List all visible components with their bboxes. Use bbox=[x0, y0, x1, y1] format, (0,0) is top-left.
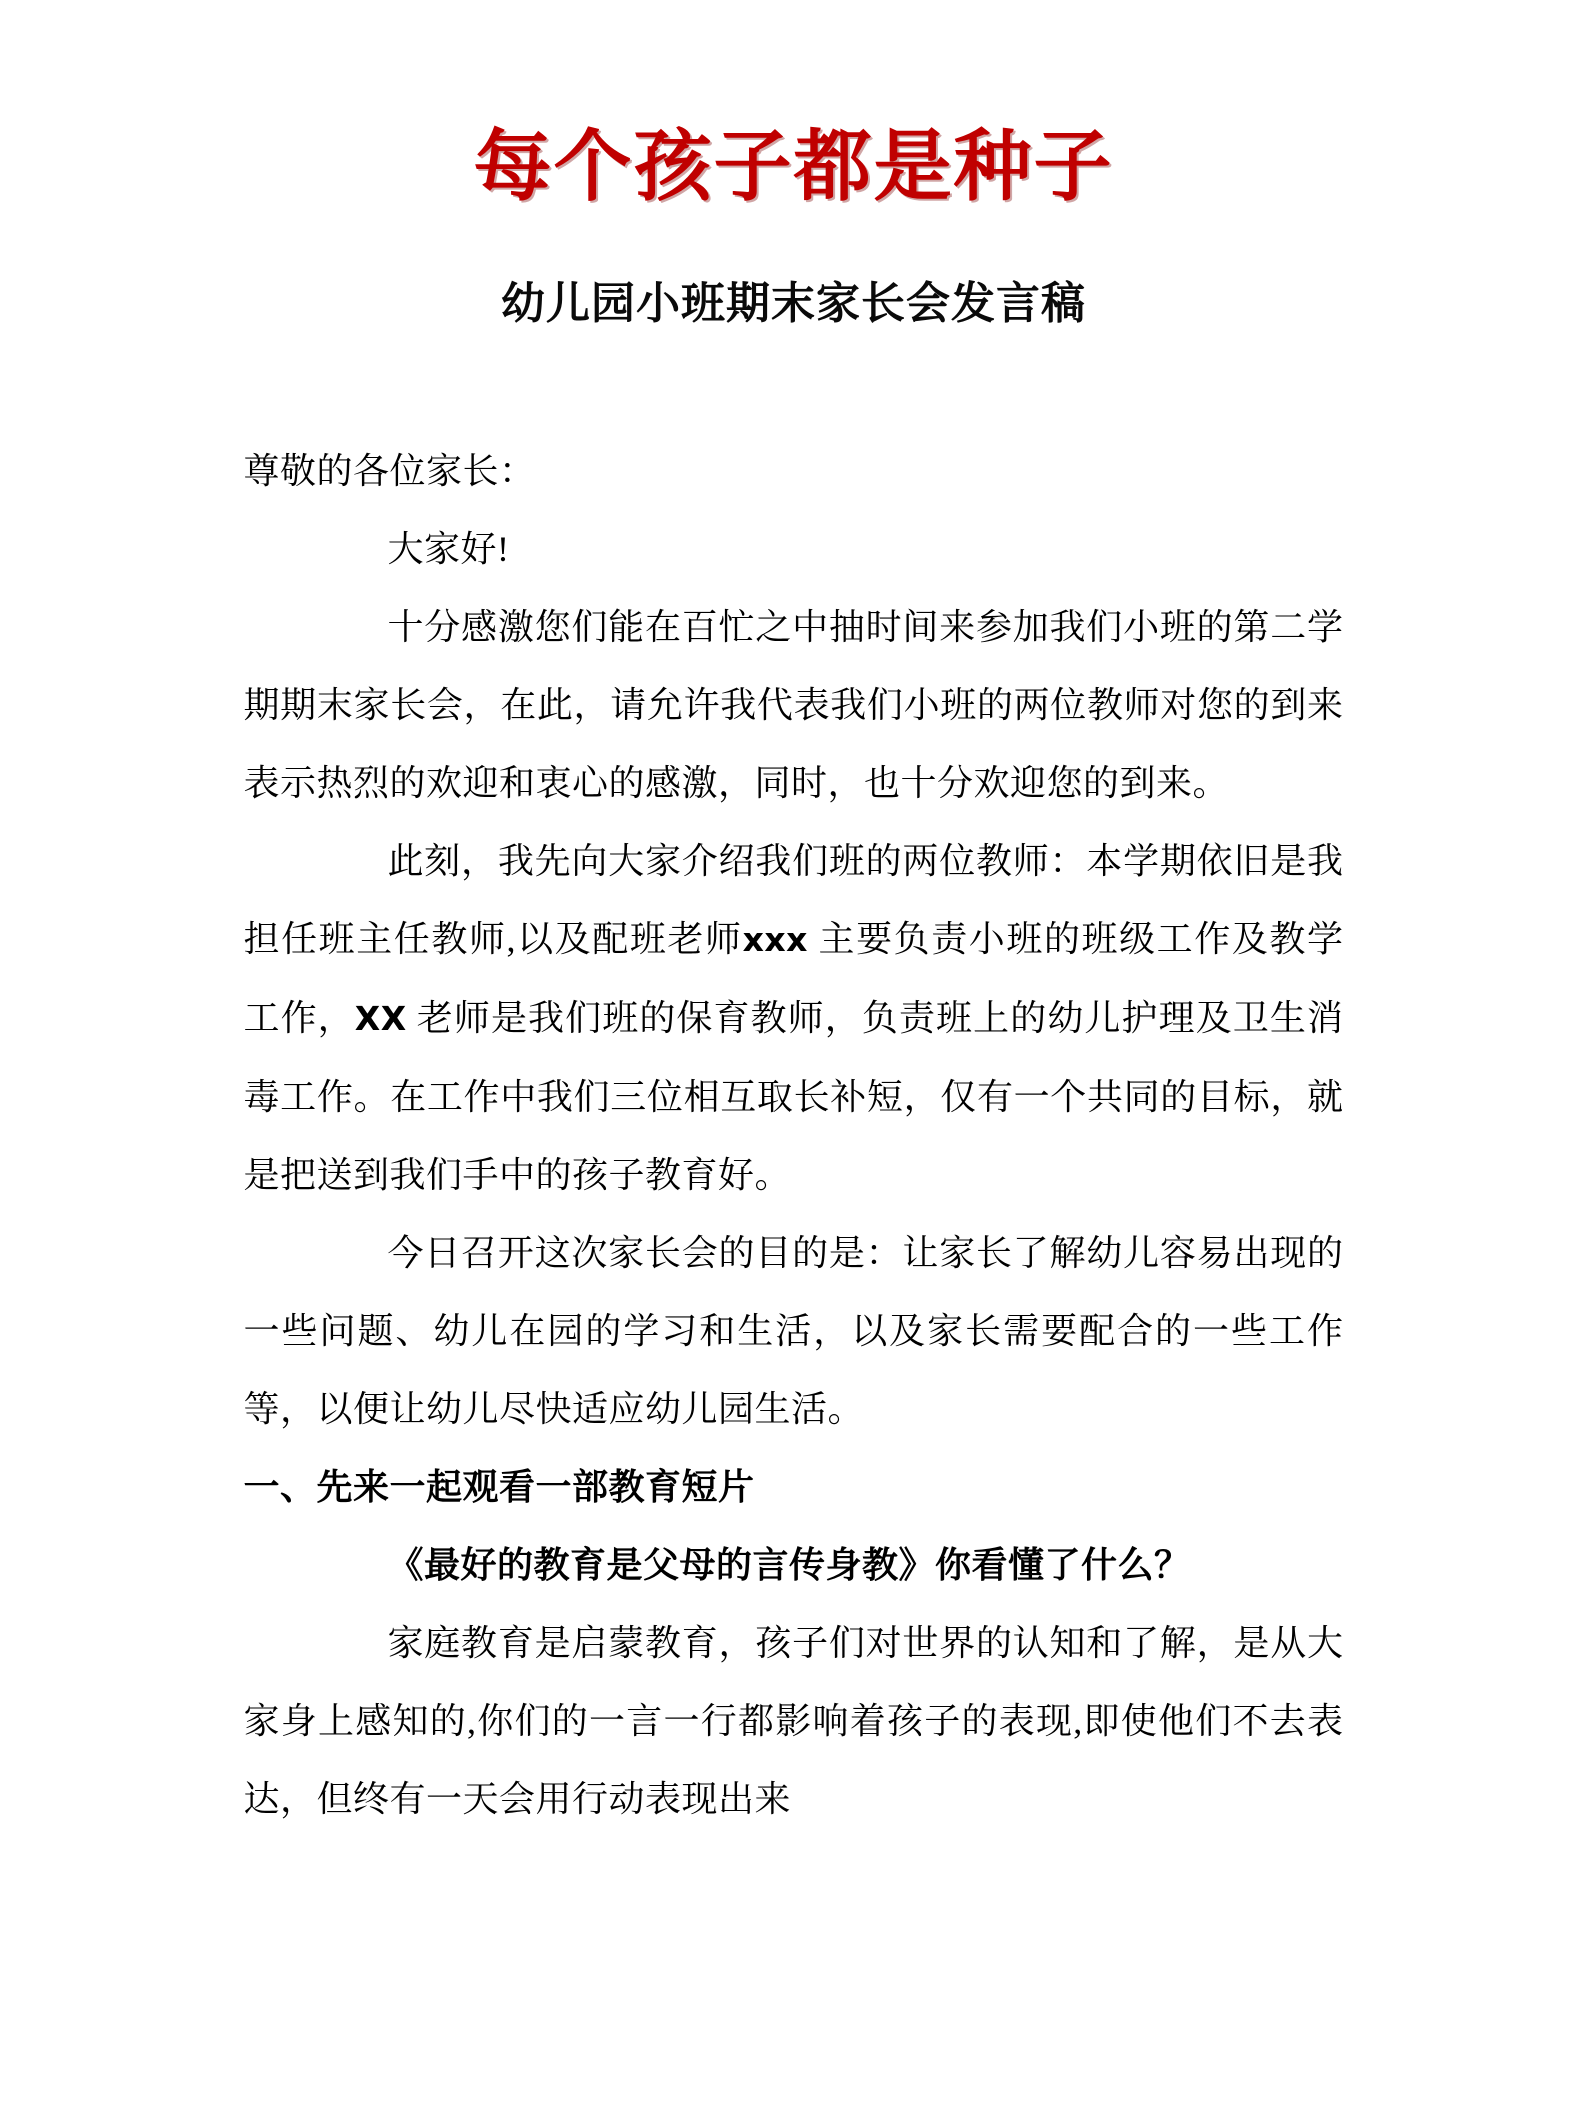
page-title: 每个孩子都是种子 bbox=[473, 122, 1114, 212]
page-subtitle: 幼儿园小班期末家长会发言稿 bbox=[501, 278, 1086, 329]
title-block bbox=[0, 0, 1587, 329]
section-heading-watch-film: 一、先来一起观看一部教育短片 bbox=[243, 1467, 755, 1507]
document-body bbox=[244, 326, 1344, 1838]
paragraph-thanks: 十分感激您们能在百忙之中抽时间来参加我们小班的第二学期期末家长会，在此，请允许我代表我们小班的两位教师对您的到来表示热烈的欢迎和衷心的感激，同时，也十分欢迎您的到来。 bbox=[243, 607, 1344, 803]
intro-text-part-1: 此刻，我先向大家介绍我们班的两位教师：本学期依旧是我担任班主任教师,以及配班老师 bbox=[243, 841, 1344, 959]
intro-text-part-3: 老师是我们班的保育教师，负责班上的幼儿护理及卫生消毒工作。在工作中我们三位相互取长补短，仅有一个共同的目标，就是把送到我们手中的孩子教育好。 bbox=[243, 998, 1344, 1195]
paragraph-family-education: 家庭教育是启蒙教育，孩子们对世界的认知和了解，是从大家身上感知的,你们的一言一行都影响着孩子的表现,即使他们不去表达，但终有一天会用行动表现出来 bbox=[243, 1623, 1344, 1819]
teacher-name-placeholder-secondary: XX bbox=[354, 999, 407, 1038]
intro-text-part-2: 主要负责小班的班级工作及教学工作， bbox=[243, 919, 1344, 1038]
section-subheading-film-title: 《最好的教育是父母的言传身教》你看懂了什么？ bbox=[387, 1545, 1191, 1585]
paragraph-teacher-intro bbox=[244, 822, 1344, 1214]
salutation-line: 尊敬的各位家长： bbox=[243, 451, 536, 491]
greeting-line: 大家好! bbox=[387, 529, 510, 569]
teacher-name-placeholder-primary: xxx bbox=[742, 920, 808, 959]
paragraph-meeting-purpose: 今日召开这次家长会的目的是：让家长了解幼儿容易出现的一些问题、幼儿在园的学习和生活，以及家长需要配合的一些工作等，以便让幼儿尽快适应幼儿园生活。 bbox=[243, 1233, 1344, 1429]
